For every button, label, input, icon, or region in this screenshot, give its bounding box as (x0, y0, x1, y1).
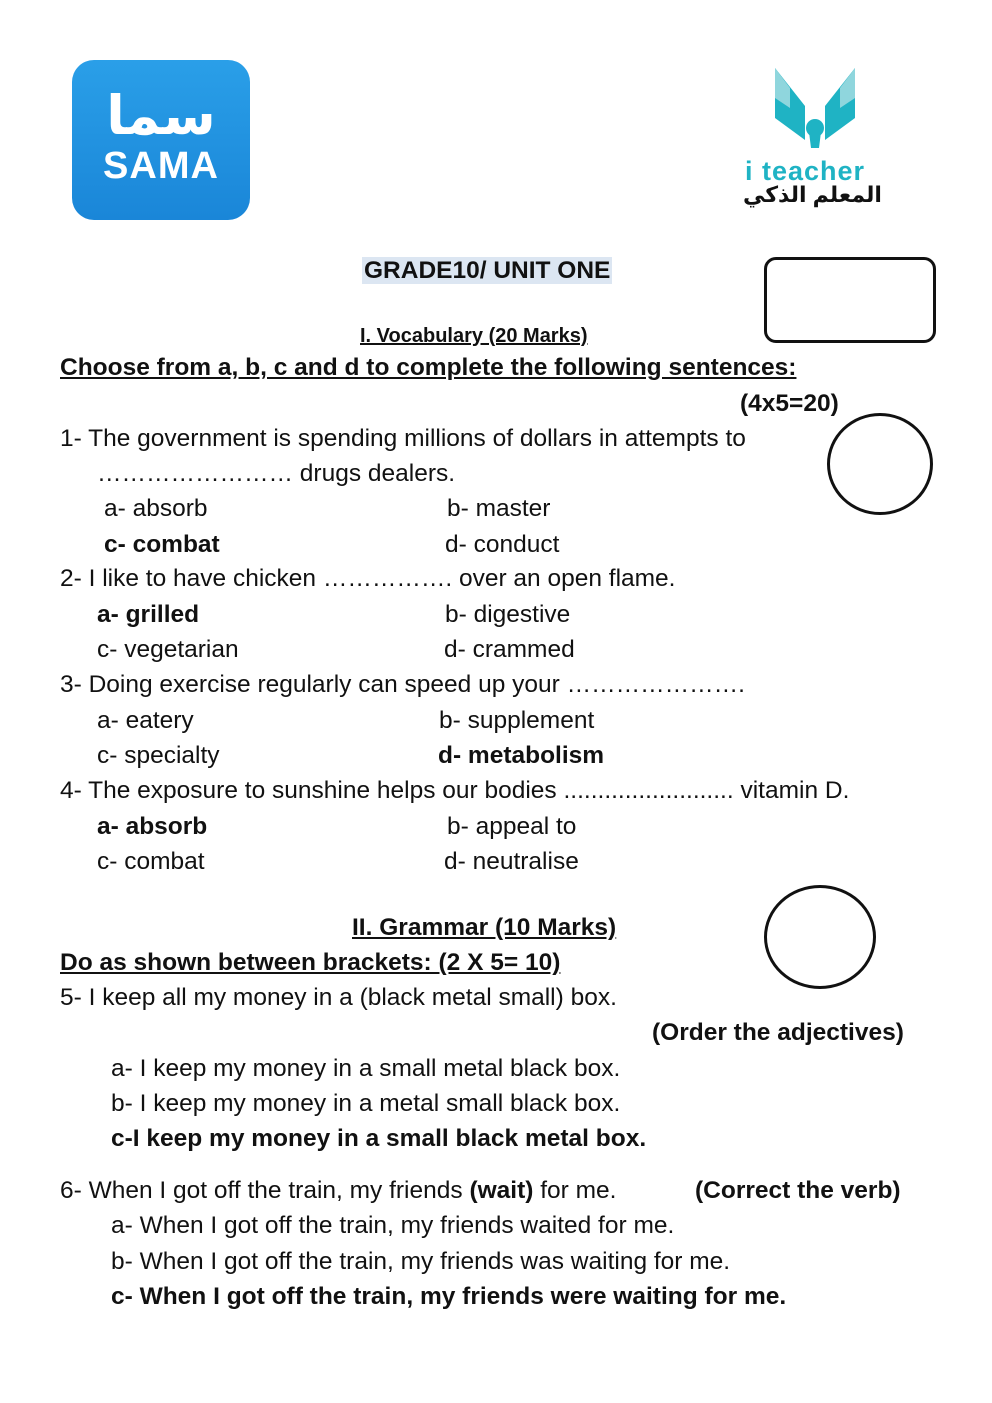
question-6-option-a: a- When I got off the train, my friends waited for me. (111, 1212, 675, 1239)
sama-logo-arabic: سما (106, 86, 216, 146)
iteacher-emblem-icon (735, 58, 895, 158)
question-6-stem (60, 1176, 616, 1206)
question-3-option-c: c- specialty (97, 742, 220, 769)
sama-logo (72, 60, 250, 220)
question-3-option-d-answer: d- metabolism (438, 742, 605, 769)
question-4-option-d: d- neutralise (444, 848, 579, 875)
sama-logo-english: SAMA (103, 145, 219, 187)
question-5-hint: (Order the adjectives) (652, 1019, 904, 1046)
grammar-instruction: Do as shown between brackets: (2 X 5= 10) (60, 949, 561, 976)
question-1-option-a: a- absorb (104, 495, 208, 522)
question-3-option-a: a- eatery (97, 707, 194, 734)
score-box (764, 257, 936, 343)
page-title: GRADE10/ UNIT ONE (364, 257, 611, 284)
question-2-option-b: b- digestive (445, 601, 571, 628)
question-1-option-c-answer: c- combat (104, 531, 220, 558)
question-3-stem: 3- Doing exercise regularly can speed up your …………………. (60, 671, 745, 698)
question-4-option-c: c- combat (97, 848, 205, 875)
vocabulary-marks: (4x5=20) (740, 390, 839, 417)
question-5-option-c-answer: c-I keep my money in a small black metal box. (111, 1125, 647, 1152)
grammar-heading: II. Grammar (10 Marks) (352, 914, 617, 941)
iteacher-logo (735, 58, 895, 218)
question-2-option-d: d- crammed (444, 636, 575, 663)
question-2-stem: 2- I like to have chicken ……………. over an open flame. (60, 565, 676, 592)
vocabulary-instruction: Choose from a, b, c and d to complete the following sentences: (60, 354, 797, 381)
question-6-stem-end: for me. (533, 1177, 617, 1204)
question-2-option-a-answer: a- grilled (97, 601, 200, 628)
question-1-line-1: 1- The government is spending millions of dollars in attempts to (60, 425, 746, 452)
grammar-score-circle (764, 885, 876, 989)
question-4-option-b: b- appeal to (447, 813, 577, 840)
question-1-option-d: d- conduct (445, 531, 560, 558)
vocabulary-score-circle (827, 413, 933, 515)
question-6-stem-start: 6- When I got off the train, my friends (60, 1177, 470, 1204)
iteacher-logo-english: i teacher (745, 156, 866, 186)
question-6-hint: (Correct the verb) (695, 1177, 901, 1204)
question-4-stem: 4- The exposure to sunshine helps our bodies ......................... vitamin D. (60, 777, 850, 804)
question-4-option-a-answer: a- absorb (97, 813, 208, 840)
question-3-option-b: b- supplement (439, 707, 595, 734)
question-6-verb: (wait) (469, 1177, 534, 1204)
question-1-option-b: b- master (447, 495, 551, 522)
question-5-stem: 5- I keep all my money in a (black metal small) box. (60, 984, 617, 1011)
question-6-option-b: b- When I got off the train, my friends was waiting for me. (111, 1248, 731, 1275)
question-5-option-a: a- I keep my money in a small metal black box. (111, 1055, 621, 1082)
question-2-option-c: c- vegetarian (97, 636, 239, 663)
iteacher-logo-arabic: المعلم الذكي (743, 182, 882, 207)
question-5-option-b: b- I keep my money in a metal small black box. (111, 1090, 621, 1117)
vocabulary-heading: I. Vocabulary (20 Marks) (360, 325, 588, 347)
question-6-option-c-answer: c- When I got off the train, my friends were waiting for me. (111, 1283, 787, 1310)
question-1-line-2: …………………… drugs dealers. (97, 460, 456, 487)
